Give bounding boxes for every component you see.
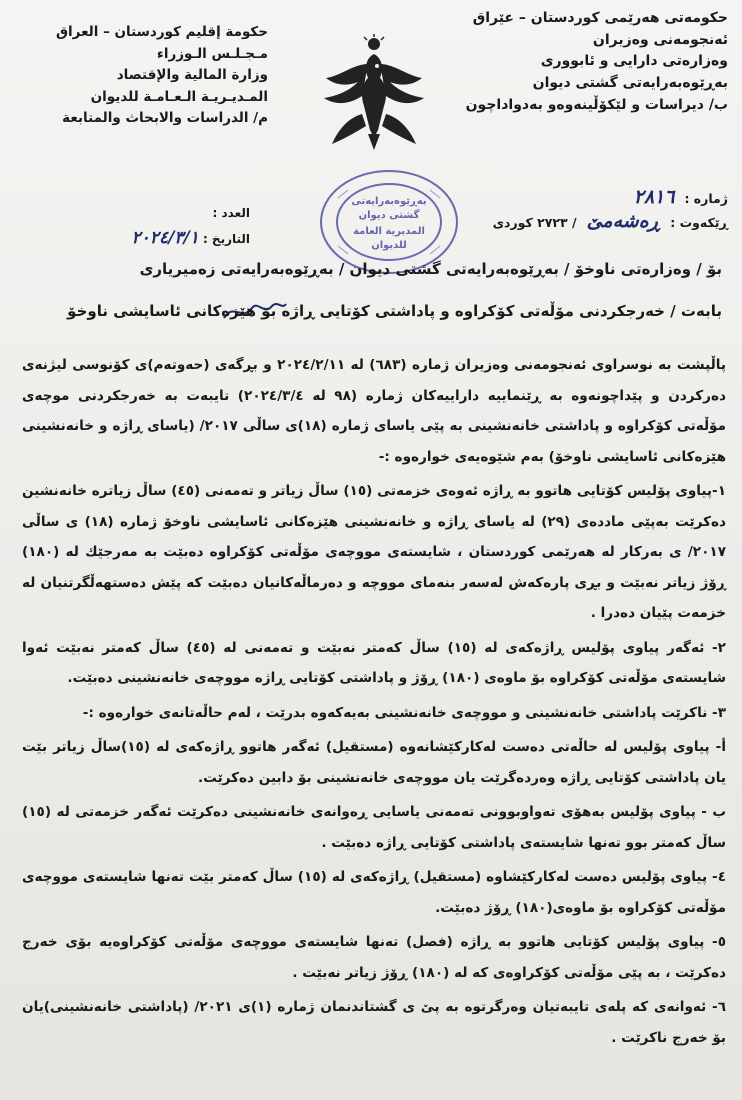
header-line: بەڕێوەبەرایەتی گشتی دیوان bbox=[532, 75, 728, 92]
paragraph: ب - پیاوی پۆلیس بەهۆی تەواوبوونی تەمەنی یاسایی ڕەوانەی خانەنشینی دەكرێت ئەگەر خزمەتی لە (١٥) ساڵ كەمتر بوو تەنها شایستەی پاداشتی كۆتایی ڕاژە دەبێت . bbox=[22, 804, 726, 851]
reference-ar-date-row bbox=[100, 228, 250, 250]
header-line: وزارة المالية والإقتصاد bbox=[116, 67, 268, 84]
paragraph: ٤- پیاوی پۆلیس دەست لەكاركێشاوە (مستقیل) ڕاژەكەی لە (١٥) ساڵ كەمتر بێت تەنها شایستەی مووچەی مۆڵەتی كۆكراوە بۆ ماوەی(١٨٠) ڕۆژ دەبێت. bbox=[22, 869, 726, 916]
header-line: حكومة إقليم كوردستان – العراق bbox=[55, 24, 268, 40]
paragraph: پاڵپشت بە نوسراوی ئەنجومەنی وەزیران ژمارە (٦٨٣) لە ٢٠٢٤/٢/١١ و بڕگەی (حەوتەم)ی كۆنوسی لیژنەی دەركردن و پێداچونەوە بە ڕێنماییە داراییەكان ژمارە (٩٨ لە ٢٠٢٤/٣/٤) تایبەت بە خەرجكردنی موچەی مۆڵەتی كۆكراوە و پاداشتی خانەنشینی بە پێی یاسای ژمارە (١٨)ی ساڵی ٢٠١٧/ (یاسای ڕاژە و خانەنشینی هێزەكانی ئاسایشی ناوخۆ) بەم شێوەیەی خوارەوە :- bbox=[22, 357, 726, 465]
reference-date-value: ڕەشەمێ bbox=[586, 210, 661, 232]
header-line: مـجـلـس الـوزراء bbox=[156, 45, 268, 62]
header-line: ب/ دیراسات و لێكۆڵینەوەو بەدواداچون bbox=[465, 96, 728, 113]
letter-body bbox=[22, 350, 726, 1057]
paragraph: ٢- ئەگەر پیاوی پۆلیس ڕاژەكەی لە (١٥) ساڵ كەمتر نەبێت و تەمەنی لە (٤٥) ساڵ كەمتر نەبێت ئەوا شایستەی مۆڵەتی كۆكراوە بۆ ماوەی (١٨٠) ڕۆژ و پاداشتی كۆتایی ڕاژە مووچەی خانەنشینی دەبێت. bbox=[22, 639, 726, 686]
header-line: المـديـريـة الـعـامـة للديوان bbox=[90, 88, 268, 105]
paragraph: ٥- پیاوی پۆلیس كۆتایی هاتوو بە ڕاژە (فصل) تەنها شایستەی مووچەی مۆڵەتی كۆكراوەیە بۆی خەرج دەكرێت ، بە پێی مۆڵەتی كۆكراوەی كە لە (١٨٠) ڕۆژ زیاتر نەبێت . bbox=[22, 934, 726, 981]
reference-ar-date-label: التاريخ : bbox=[202, 232, 250, 246]
paragraph: ١-پیاوی پۆلیس كۆتایی هاتوو بە ڕاژە ئەوەی خزمەتی (١٥) ساڵ زیاتر و تەمەنی (٤٥) ساڵ زیاترە خانەنشین دەكرێت بەپێی ماددەی (٢٩) لە یاسای ڕاژە و خانەنشینی هێزەكانی ئاسایشی ناوخۆ ژمارە (١٨) ی ساڵی ٢٠١٧/ ی بەركار لە هەرێمی كوردستان ، شایستەی مووچەی مۆڵەتی كۆكراوە دەبێت بە مەرجێك لە (١٨٠) ڕۆژ زیاتر نەبێت و بڕی پارەكەش لەسەر بنەمای مووچە و دەرماڵەكانیان دەبێت كە پێش دەستهەڵگرتنیان لە خزمەت پێیان دەدرا . bbox=[22, 483, 726, 621]
stamp-line: بەڕێوەبەرایەتی bbox=[351, 196, 427, 207]
header-arabic bbox=[18, 22, 268, 130]
header-line: ئەنجومەنی وەزیران bbox=[592, 31, 728, 48]
reference-date-label: ڕێكەوت : bbox=[670, 215, 728, 230]
subject-line: بابەت / خەرجكردنی مۆڵەتی كۆكراوە و پاداشتی كۆتایی ڕاژە بۆ هێزەكانی ئاسایشی ناوخۆ bbox=[67, 302, 722, 320]
header-kurdish bbox=[458, 8, 728, 116]
header-line: وەزارەتی دارایی و ئابووری bbox=[540, 53, 728, 70]
reference-arabic bbox=[100, 206, 250, 250]
reference-ar-number-label: العدد : bbox=[212, 206, 250, 220]
reference-number-label: ژمارە : bbox=[684, 191, 728, 206]
addressee-line: بۆ / وەزارەتی ناوخۆ / بەڕێوەبەرایەتی گشتی دیوان / بەڕێوەبەرایەتی زەمیریاری bbox=[139, 260, 722, 278]
stamp-line: گشتی دیوان bbox=[358, 210, 420, 221]
reference-ar-date-value: ٢٠٢٤/٣/١ bbox=[131, 228, 199, 248]
stamp-line: للديوان bbox=[371, 240, 407, 251]
reference-number-value: ٢٨١٦ bbox=[633, 186, 675, 208]
header-line: حكومەتی هەرێمی كوردستان – عێراق bbox=[472, 10, 728, 26]
reference-year-value: / ٢٧٢٣ كوردی bbox=[492, 215, 577, 230]
paragraph: ٦- ئەوانەی كە پلەی تایبەتیان وەرگرتوە بە پێ ی گشتاندنمان ژمارە (١)ی ٢٠٢١/ (پاداشتی خانەنشینی)یان بۆ خەرج ناكرێت . bbox=[22, 999, 727, 1046]
stamp-line: المديرية العامة bbox=[353, 226, 425, 237]
paragraph: ٣- ناكرێت پاداشتی خانەنشینی و مووچەی خانەنشینی بەیەكەوە بدرێت ، لەم حاڵەتانەی خوارەوە :- bbox=[82, 704, 726, 721]
header-line: م/ الدراسات والابحاث والمتابعة bbox=[62, 110, 268, 127]
eagle-emblem-icon bbox=[318, 34, 430, 152]
paragraph: أ- پیاوی پۆلیس لە حاڵەتی دەست لەكاركێشانەوە (مستقیل) ئەگەر هاتوو ڕاژەكەی لە (١٥)ساڵ زیاتر بێت یان پاداشتی كۆتایی ڕاژە وەردەگرێت یان مووچەی خانەنشینی بۆ دابین دەكرێت. bbox=[22, 739, 726, 786]
